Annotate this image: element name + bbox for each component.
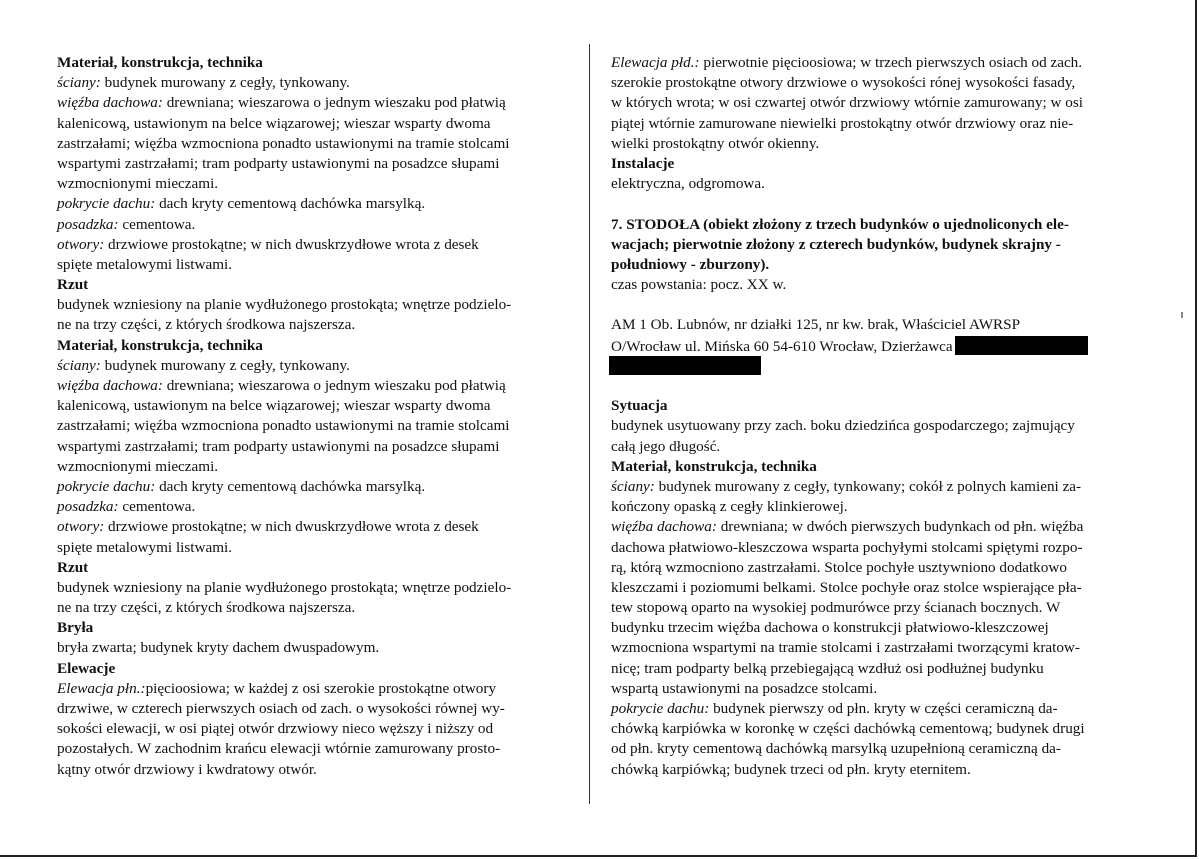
field-label: ściany: [611,477,655,495]
text-line [611,174,1151,194]
section-heading [57,336,569,356]
redaction-bar [955,336,1088,355]
text-line [611,73,1151,93]
right-column [611,53,1151,780]
heading-text: Instalacje [611,154,675,172]
line-text: zastrzałami; więźba wzmocniona ponadto ustawionymi na tramie stolcami [57,417,510,435]
line-text: pozostałych. W zachodnim krańcu elewacji wtórnie zamurowany prosto- [57,740,501,758]
line-text: w których wrota; w osi czwartej otwór drzwiowy wtórnie zamurowany; w osi [611,94,1083,112]
text-line [611,477,1151,497]
field-label: pokrycie dachu: [57,195,156,213]
section-heading [57,618,569,638]
field-label: więźba dachowa: [611,518,717,536]
text-line [611,558,1151,578]
text-line [611,538,1151,558]
redaction-bar [609,356,761,375]
field-label: ściany: [57,74,101,92]
line-text: wzmocniona wspartymi na tramie stolcami i zastrzałami tworzącymi kratow- [611,639,1080,657]
text-line [57,699,569,719]
text-line [57,356,569,376]
heading-text: 7. STODOŁA (obiekt złożony z trzech budynków o ujednoliconych ele- [611,215,1069,233]
line-text: wspartą ustawionymi na posadzce stolcami. [611,679,878,697]
left-column [57,53,569,780]
line-text: całą jego długość. [611,437,721,455]
line-text: budynek wzniesiony na planie wydłużonego prostokąta; wnętrze podzielo- [57,578,512,596]
line-text: wielki prostokątny otwór okienny. [611,134,820,152]
line-text: sokości elewacji, w osi piątej otwór drzwiowy nieco węższy i niższy od [57,720,494,738]
text-line [611,638,1151,658]
text-line [611,659,1151,679]
field-value: pięcioosiowa; w każdej z osi szerokie prostokątne otwory [145,679,497,697]
line-text: zastrzałami; więźba wzmocniona ponadto ustawionymi na tramie stolcami [57,134,510,152]
text-line [57,598,569,618]
line-text: budynek usytuowany przy zach. boku dziedzińca gospodarczego; zajmujący [611,417,1075,435]
text-line [57,134,569,154]
text-line [57,295,569,315]
line-text: elektryczna, odgromowa. [611,175,765,193]
text-line [57,215,569,235]
line-text: drzwiwe, w czterech pierwszych osiach od zach. o wysokości równej wy- [57,700,505,717]
text-line [611,275,1151,295]
field-label: Elewacja płn.: [57,679,146,697]
text-line [611,114,1151,134]
text-line [611,517,1151,537]
field-label: otwory: [57,518,105,536]
text-line [57,437,569,457]
line-text: kątny otwór drzwiowy i kwdratowy otwór. [57,760,317,778]
field-label: posadzka: [57,498,119,516]
line-text: czas powstania: pocz. XX w. [611,276,787,294]
line-text: kalenicową, ustawionym na belce wiązarowej; wieszar wsparty dwoma [57,114,491,132]
section-heading [57,53,569,73]
line-text: spięte metalowymi listwami. [57,255,233,273]
field-value: drewniana; w dwóch pierwszych budynkach od płn. więźba [716,518,1084,536]
line-text: chówką karpiówką; budynek trzeci od płn. kryty eternitem. [611,760,971,778]
section-heading [611,255,1151,275]
field-value: dach kryty cementową dachówka marsylką. [155,477,426,495]
line-text: wspartymi zastrzałami; tram podparty ustawionymi na posadzce słupami [57,437,500,455]
field-value: drewniana; wieszarowa o jednym wieszaku pod płatwią [162,377,506,394]
line-text: szerokie prostokątne otwory drzwiowe o wysokości rónej wysokości fasady, [611,74,1076,92]
text-line [611,315,1151,335]
line-text: budynku trzecim więźba dachowa o konstrukcji płatwiowo-kleszczowej [611,619,1049,637]
heading-text: Materiał, konstrukcja, technika [57,54,263,71]
field-value: drzwiowe prostokątne; w nich dwuskrzydłowe wrota z desek [104,235,479,253]
text-line [57,73,569,93]
text-line [57,93,569,113]
field-label: pokrycie dachu: [57,477,156,495]
text-line [57,679,569,699]
text-line [57,477,569,497]
field-value: budynek pierwszy od płn. kryty w części ceramiczną da- [709,700,1058,717]
section-heading [57,275,569,295]
text-line [57,154,569,174]
field-label: więźba dachowa: [57,94,163,112]
field-label: ściany: [57,356,101,374]
field-label: Elewacja płd.: [611,54,700,71]
field-value: drzwiowe prostokątne; w nich dwuskrzydłowe wrota z desek [104,518,479,536]
line-text: od płn. kryty cementową dachówką marsylką uzupełnioną ceramiczną da- [611,740,1061,758]
text-line [611,497,1151,517]
text-line [57,719,569,739]
text-line [57,174,569,194]
line-text: chówką karpiówka w koronkę w części dachówką cementową; budynek drugi [611,720,1085,738]
heading-text: Bryła [57,619,94,637]
section-heading [57,659,569,679]
section-heading [611,154,1151,174]
heading-text: Rzut [57,558,89,576]
text-line [611,356,1151,376]
heading-text: Rzut [57,276,89,294]
text-line [57,578,569,598]
text-line [57,255,569,275]
text-line [611,93,1151,113]
text-line [57,517,569,537]
line-text: nicę; tram podparty belką przebiegającą wzdłuż osi podłużnej budynku [611,659,1044,677]
text-line [57,376,569,396]
line-text: kleszczami i poziomumi belkami. Stolce pochyłe oraz stolce wspierające pła- [611,578,1082,596]
field-label: otwory: [57,235,105,253]
line-text: piątej wtórnie zamurowane niewielki prostokątny otwór drzwiowy oraz nie- [611,114,1074,132]
text-line [611,739,1151,759]
text-line [611,53,1151,73]
field-value: budynek murowany z cegły, tynkowany; cokół z polnych kamieni za- [654,477,1082,495]
text-line [611,416,1151,436]
text-line [611,336,1151,356]
text-line [611,437,1151,457]
section-heading [611,215,1151,235]
field-value: drewniana; wieszarowa o jednym wieszaku pod płatwią [162,94,506,112]
field-label: więźba dachowa: [57,377,163,394]
line-text: spięte metalowymi listwami. [57,538,233,556]
line-text: wzmocnionymi mieczami. [57,457,219,475]
line-text: tew stopową oparto na wysokiej podmurówce przy ścianach bocznych. W [611,599,1061,617]
text-line [611,618,1151,638]
text-line [611,679,1151,699]
line-text: wspartymi zastrzałami; tram podparty ustawionymi na posadzce słupami [57,154,500,172]
text-line [611,134,1151,154]
field-label: pokrycie dachu: [611,700,710,717]
line-text: rą, którą wzmocniono zastrzałami. Stolce pochyłe usztywniono dodatkowo [611,558,1067,576]
text-line [57,538,569,558]
text-line [57,760,569,780]
text-line [611,699,1151,719]
heading-text: Materiał, konstrukcja, technika [611,457,817,475]
text-line [611,719,1151,739]
text-line [57,235,569,255]
heading-text: Materiał, konstrukcja, technika [57,336,263,354]
heading-text: Sytuacja [611,397,668,415]
text-line [611,578,1151,598]
line-text: ne na trzy części, z których środkowa najszersza. [57,316,356,334]
field-value: dach kryty cementową dachówka marsylką. [155,195,426,213]
column-divider [589,44,590,804]
text-line [57,638,569,658]
field-value: cementowa. [118,498,196,516]
line-text: kalenicową, ustawionym na belce wiązarowej; wieszar wsparty dwoma [57,397,491,415]
text-line [57,497,569,517]
section-heading [611,396,1151,416]
field-value: cementowa. [118,215,196,233]
line-text: AM 1 Ob. Lubnów, nr działki 125, nr kw. brak, Właściciel AWRSP [611,316,1021,334]
field-label: posadzka: [57,215,119,233]
text-line [57,457,569,477]
line-text: bryła zwarta; budynek kryty dachem dwuspadowym. [57,639,380,657]
blank-line [611,295,1151,315]
line-text: O/Wrocław ul. Mińska 60 54-610 Wrocław, Dzierżawca [611,337,953,355]
section-heading [57,558,569,578]
line-text: wzmocnionymi mieczami. [57,175,219,193]
text-line [57,396,569,416]
blank-line [611,194,1151,214]
line-text: kończony opaską z cegły klinkierowej. [611,498,848,516]
line-text: ne na trzy części, z których środkowa najszersza. [57,599,356,617]
field-value: budynek murowany z cegły, tynkowany. [100,74,350,92]
text-line [57,739,569,759]
heading-text: Elewacje [57,659,116,677]
field-value: budynek murowany z cegły, tynkowany. [100,356,350,374]
section-heading [611,235,1151,255]
text-line [611,760,1151,780]
text-line [57,114,569,134]
heading-text: wacjach; pierwotnie złożony z czterech budynków, budynek skrajny - [611,235,1061,253]
field-value: pierwotnie pięcioosiowa; w trzech pierwszych osiach od zach. [699,54,1083,71]
heading-text: południowy - zburzony). [611,255,770,273]
text-line [57,416,569,436]
line-text: dachowa płatwiowo-kleszczowa wsparta pochyłymi stolcami spiętymi rozpo- [611,538,1083,556]
text-line [57,315,569,335]
blank-line [611,376,1151,396]
line-text: budynek wzniesiony na planie wydłużonego prostokąta; wnętrze podzielo- [57,296,512,314]
text-line [611,598,1151,618]
scan-mark [1181,312,1183,318]
text-line [57,194,569,214]
section-heading [611,457,1151,477]
